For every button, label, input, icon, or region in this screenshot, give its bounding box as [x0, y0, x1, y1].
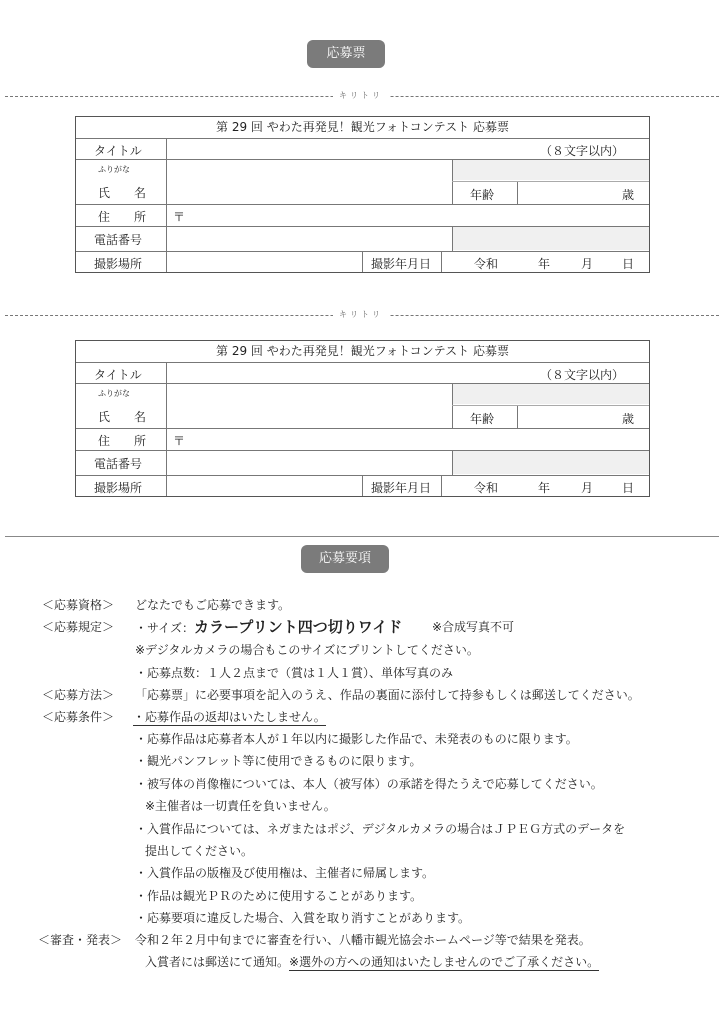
- age-input[interactable]: [518, 182, 618, 203]
- name-label: 氏 名: [98, 410, 147, 424]
- method-text: 「応募票」に必要事項を記入のうえ、作品の裏面に添付して持参もしくは郵送してください。: [135, 688, 640, 702]
- date-input[interactable]: [442, 476, 650, 497]
- era-label: 令和: [474, 257, 499, 271]
- notify-text: 入賞者には郵送にて通知。: [145, 955, 290, 969]
- postal-mark: 〒: [173, 434, 186, 448]
- entry-form-heading: 応募票: [307, 40, 385, 68]
- size-prefix: ・サイズ：: [135, 621, 195, 635]
- condition-item: ・応募作品の返却はいたしません。: [133, 710, 326, 724]
- condition-item: ・被写体の肖像権については、本人（被写体）の承諾を得たうえで応募してください。: [135, 777, 603, 791]
- condition-item: ・応募作品は応募者本人が１年以内に撮影した作品で、未発表のものに限ります。: [135, 732, 578, 746]
- cut-label: キリトリ: [333, 90, 389, 101]
- age-input[interactable]: [518, 406, 618, 427]
- phone-label: 電話番号: [94, 457, 143, 471]
- postal-mark: 〒: [173, 210, 186, 224]
- conditions-label: ＜応募条件＞: [42, 710, 115, 724]
- date-input[interactable]: [442, 252, 650, 273]
- size-note: ※合成写真不可: [432, 620, 515, 634]
- address-input[interactable]: [184, 429, 644, 449]
- entry-form: [75, 116, 650, 273]
- form-title: 第 29 回 やわた再発見！観光フォトコンテスト 応募票: [216, 120, 509, 134]
- name-label: 氏 名: [98, 186, 147, 200]
- condition-note: ※主催者は一切責任を負いません。: [145, 799, 336, 813]
- location-input[interactable]: [167, 252, 361, 273]
- judging-text: 令和２年２月中旬までに審査を行い、八幡市観光協会ホームページ等で結果を発表。: [135, 933, 591, 947]
- furigana-label: ふりがな: [98, 165, 130, 174]
- age-label: 年齢: [470, 188, 495, 202]
- day-label: 日: [622, 257, 635, 271]
- cut-label: キリトリ: [333, 309, 389, 320]
- condition-item: ・観光パンフレット等に使用できるものに限ります。: [135, 754, 422, 768]
- age-label: 年齢: [470, 412, 495, 426]
- size-digital-note: ※デジタルカメラの場合もこのサイズにプリントしてください。: [135, 643, 479, 657]
- rules-heading: 応募要項: [301, 545, 389, 573]
- furigana-label: ふりがな: [98, 389, 130, 398]
- age-unit: 歳: [622, 188, 635, 202]
- condition-item: ・作品は観光ＰＲのために使用することがあります。: [135, 889, 423, 903]
- location-input[interactable]: [167, 476, 361, 497]
- title-note: （８文字以内）: [540, 144, 625, 158]
- date-label: 撮影年月日: [371, 257, 432, 271]
- location-label: 撮影場所: [94, 257, 143, 271]
- entry-form: [75, 340, 650, 497]
- address-label: 住 所: [98, 210, 147, 224]
- year-label: 年: [538, 257, 551, 271]
- regulations-label: ＜応募規定＞: [42, 620, 115, 634]
- count-text: ・応募点数：１人２点まで（賞は１人１賞）、単体写真のみ: [135, 666, 454, 680]
- address-input[interactable]: [184, 205, 644, 225]
- date-label: 撮影年月日: [371, 481, 432, 495]
- location-label: 撮影場所: [94, 481, 143, 495]
- condition-item: ・入賞作品の版権及び使用権は、主催者に帰属します。: [135, 866, 435, 880]
- title-note: （８文字以内）: [540, 368, 625, 382]
- phone-input[interactable]: [167, 451, 451, 474]
- condition-item: ・入賞作品については、ネガまたはポジ、デジタルカメラの場合はＪＰＥＧ方式のデータを: [135, 822, 626, 836]
- title-label: タイトル: [94, 144, 142, 158]
- era-label: 令和: [474, 481, 499, 495]
- condition-item-cont: 提出してください。: [145, 844, 254, 858]
- year-label: 年: [538, 481, 551, 495]
- condition-item: ・応募要項に違反した場合、入賞を取り消すことがあります。: [135, 911, 471, 925]
- section-divider: [5, 536, 719, 537]
- age-unit: 歳: [622, 412, 635, 426]
- eligibility-text: どなたでもご応募できます。: [135, 598, 291, 612]
- title-input[interactable]: [167, 139, 537, 158]
- name-input[interactable]: [167, 384, 451, 427]
- phone-label: 電話番号: [94, 233, 143, 247]
- form-title: 第 29 回 やわた再発見！観光フォトコンテスト 応募票: [216, 344, 509, 358]
- eligibility-label: ＜応募資格＞: [42, 598, 115, 612]
- title-input[interactable]: [167, 363, 537, 382]
- month-label: 月: [581, 257, 594, 271]
- day-label: 日: [622, 481, 635, 495]
- notify-note: ※選外の方への通知はいたしませんのでご了承ください。: [289, 955, 600, 969]
- judging-label: ＜審査・発表＞: [38, 933, 123, 947]
- month-label: 月: [581, 481, 594, 495]
- phone-input[interactable]: [167, 227, 451, 250]
- name-input[interactable]: [167, 160, 451, 203]
- method-label: ＜応募方法＞: [42, 688, 115, 702]
- size-value: カラープリント四つ切りワイド: [194, 618, 403, 636]
- address-label: 住 所: [98, 434, 147, 448]
- title-label: タイトル: [94, 368, 142, 382]
